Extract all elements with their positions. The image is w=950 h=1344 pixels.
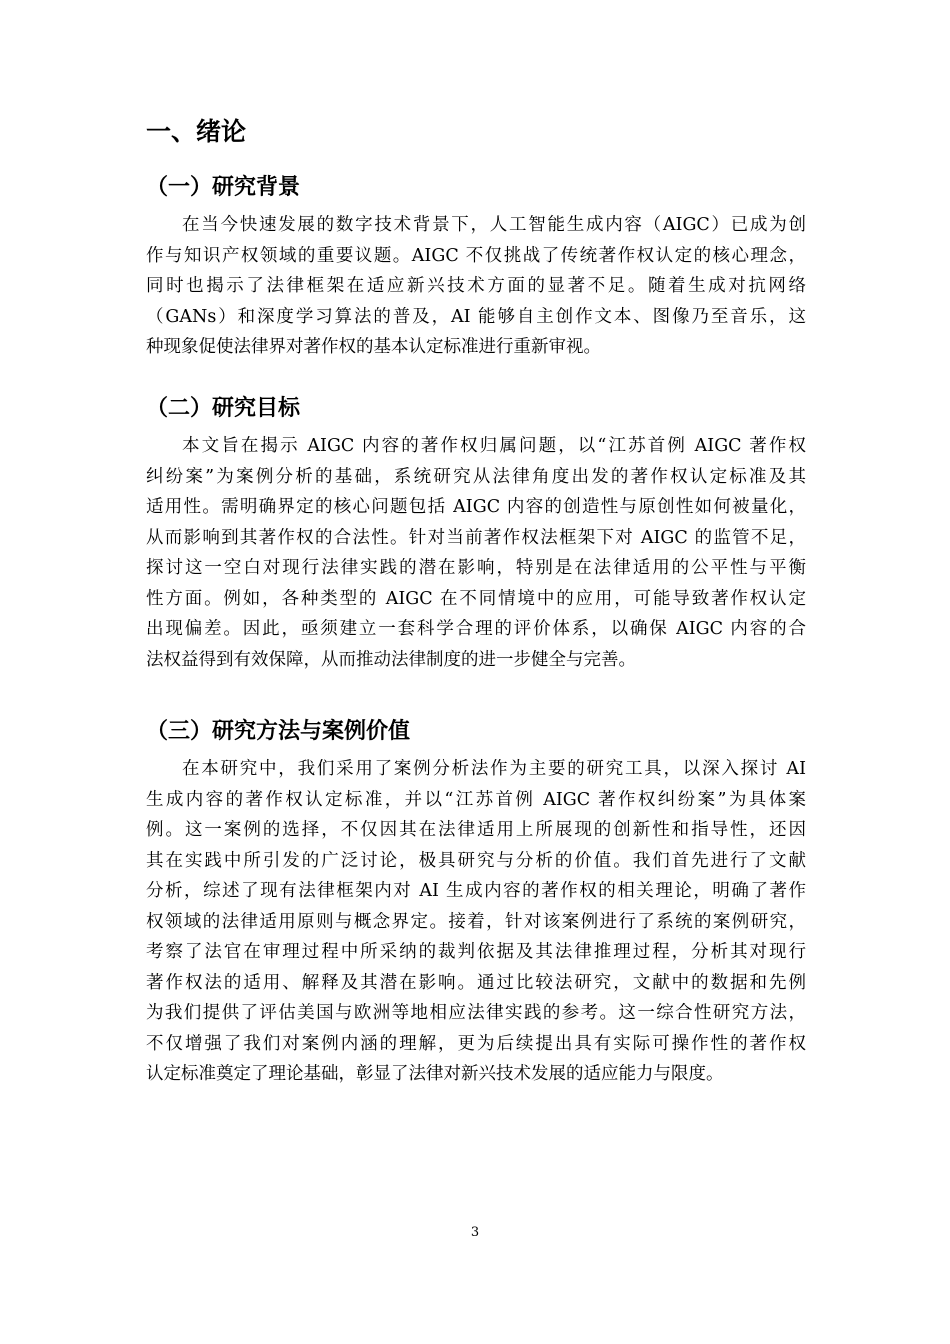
paragraph-background	[146, 210, 806, 363]
paragraph-line: 从而影响到其著作权的合法性。针对当前著作权法框架下对 AIGC 的监管不足，	[146, 527, 806, 548]
page-number: 3	[470, 1225, 480, 1240]
paragraph-line: 为我们提供了评估美国与欧洲等地相应法律实践的参考。这一综合性研究方法，	[146, 1003, 806, 1023]
section-heading-methods: （三）研究方法与案例价值	[146, 719, 411, 744]
paragraph-line: 适用性。需明确界定的核心问题包括 AIGC 内容的创造性与原创性如何被量化，	[146, 497, 806, 517]
paragraph-line: 性方面。例如，各种类型的 AIGC 在不同情境中的应用，可能导致著作权认定	[146, 588, 806, 609]
paragraph-objectives	[146, 431, 806, 675]
section-heading-background: （一）研究背景	[146, 175, 301, 200]
paragraph-line: 作与知识产权领域的重要议题。AIGC 不仅挑战了传统著作权认定的核心理念，	[146, 245, 806, 266]
paragraph-line: 同时也揭示了法律框架在适应新兴技术方面的显著不足。随着生成对抗网络	[146, 276, 806, 296]
paragraph-line: 出现偏差。因此，亟须建立一套科学合理的评价体系，以确保 AIGC 内容的合	[146, 619, 806, 639]
paragraph-line: 考察了法官在审理过程中所采纳的裁判依据及其法律推理过程，分析其对现行	[146, 942, 806, 962]
paragraph-line: 本文旨在揭示 AIGC 内容的著作权归属问题，以“江苏首例 AIGC 著作权	[182, 436, 806, 456]
paragraph-line: 认定标准奠定了理论基础，彰显了法律对新兴技术发展的适应能力与限度。	[146, 1064, 724, 1084]
paragraph-line: 著作权法的适用、解释及其潜在影响。通过比较法研究，文献中的数据和先例	[146, 972, 806, 993]
chapter-heading: 一、绪论	[146, 117, 247, 146]
paragraph-line: 其在实践中所引发的广泛讨论，极具研究与分析的价值。我们首先进行了文献	[146, 850, 806, 871]
paragraph-line: 法权益得到有效保障，从而推动法律制度的进一步健全与完善。	[146, 649, 636, 670]
paragraph-line: 在当今快速发展的数字技术背景下，人工智能生成内容（AIGC）已成为创	[182, 215, 806, 235]
paragraph-line: 权领域的法律适用原则与概念界定。接着，针对该案例进行了系统的案例研究，	[146, 911, 806, 932]
paragraph-line: 探讨这一空白对现行法律实践的潜在影响，特别是在法律适用的公平性与平衡	[146, 558, 806, 578]
section-heading-objectives: （二）研究目标	[146, 396, 301, 421]
paragraph-line: 例。这一案例的选择，不仅因其在法律适用上所展现的创新性和指导性，还因	[146, 820, 806, 840]
paragraph-line: 生成内容的著作权认定标准，并以“江苏首例 AIGC 著作权纠纷案”为具体案	[146, 789, 806, 810]
paragraph-line: 纠纷案”为案例分析的基础，系统研究从法律角度出发的著作权认定标准及其	[146, 466, 806, 487]
paragraph-line: 分析，综述了现有法律框架内对 AI 生成内容的著作权的相关理论，明确了著作	[146, 881, 806, 901]
paragraph-line: 种现象促使法律界对著作权的基本认定标准进行重新审视。	[146, 337, 601, 357]
paragraph-line: 在本研究中，我们采用了案例分析法作为主要的研究工具，以深入探讨 AI	[182, 759, 806, 779]
paragraph-line: 不仅增强了我们对案例内涵的理解，更为后续提出具有实际可操作性的著作权	[146, 1033, 806, 1054]
paragraph-methods	[146, 754, 806, 1090]
paragraph-line: （GANs）和深度学习算法的普及，AI 能够自主创作文本、图像乃至音乐，这	[146, 306, 806, 327]
